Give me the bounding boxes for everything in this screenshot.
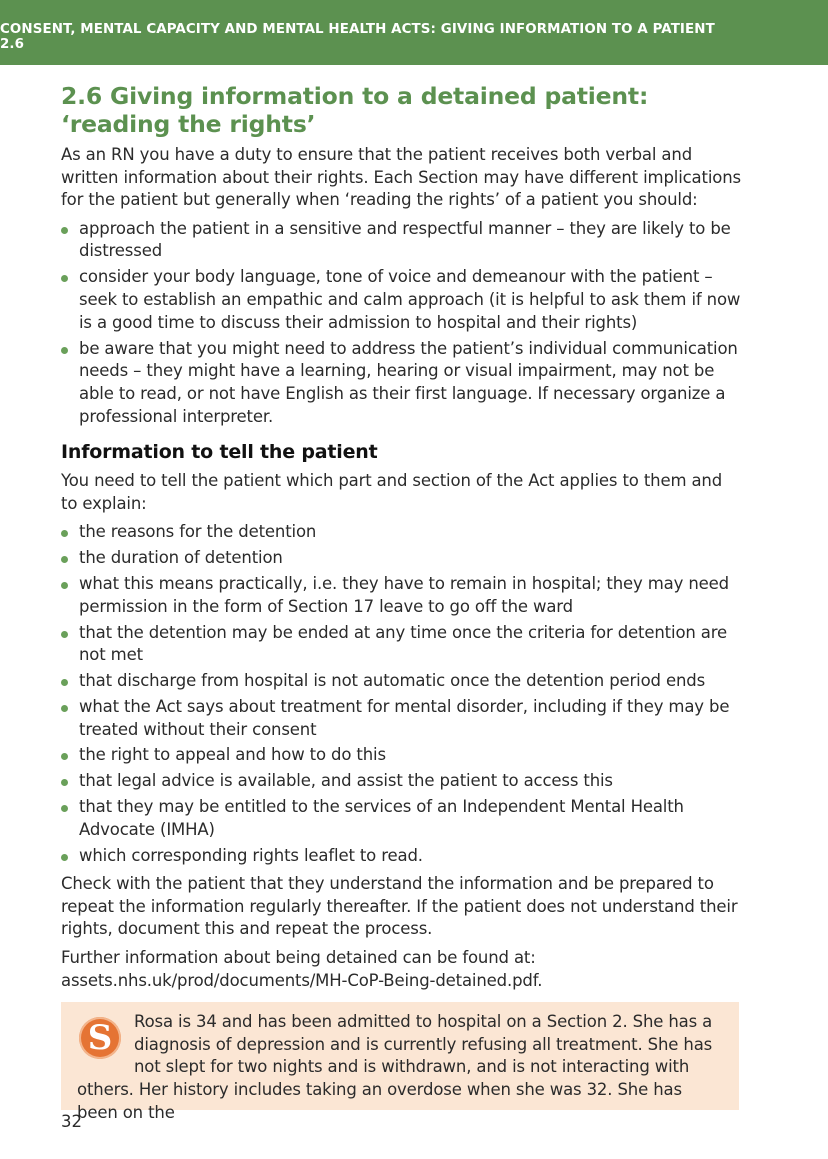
list-item: the duration of detention — [61, 547, 741, 570]
list-item: that they may be entitled to the services of an Independent Mental Health Advocate (IMHA) — [61, 796, 741, 841]
case-study-box — [61, 1002, 739, 1122]
list-item: approach the patient in a sensitive and respectful manner – they are likely to be distressed — [61, 218, 741, 263]
bullet-icon — [61, 705, 68, 712]
bullet-icon — [61, 227, 68, 234]
running-title: CONSENT, MENTAL CAPACITY AND MENTAL HEALTH ACTS: GIVING INFORMATION TO A PATIENT 2.6 — [0, 21, 715, 52]
bullet-icon — [61, 854, 68, 861]
bullet-icon — [61, 779, 68, 786]
check-paragraph: Check with the patient that they understand the information and be prepared to repeat the information regularly thereafter. If the patient does not understand their rights, document this and repeat the process. — [61, 874, 738, 939]
scenario-s-icon — [79, 1017, 121, 1059]
section-title: 2.6 Giving information to a detained patient: ‘reading the rights’ — [61, 82, 649, 138]
list-item: which corresponding rights leaflet to read. — [61, 845, 741, 868]
running-header — [0, 0, 828, 65]
list-item: consider your body language, tone of voice and demeanour with the patient – seek to establish an empathic and calm approach (it is helpful to ask them if now is a good time to discuss their admission to hospital and their rights) — [61, 266, 741, 334]
information-bullet-list — [61, 521, 741, 867]
bullet-icon — [61, 530, 68, 537]
page-content — [61, 82, 741, 1122]
list-item: that the detention may be ended at any time once the criteria for detention are not met — [61, 622, 741, 667]
case-study-text: Rosa is 34 and has been admitted to hospital on a Section 2. She has a diagnosis of depression and is currently refusing all treatment. She has not slept for two nights and is withdrawn, and is not interacting with others. Her history includes taking an overdose when she was 32. She has been on the — [77, 1012, 713, 1122]
scenario-icon-letter: S — [87, 1018, 113, 1059]
rights-bullet-list — [61, 218, 741, 428]
list-item: be aware that you might need to address the patient’s individual communication needs – they might have a learning, hearing or visual impairment, may not be able to read, or not have English as their first language. If necessary organize a professional interpreter. — [61, 338, 741, 428]
bullet-icon — [61, 805, 68, 812]
list-item: what this means practically, i.e. they have to remain in hospital; they may need permission in the form of Section 17 leave to go off the ward — [61, 573, 741, 618]
list-item: what the Act says about treatment for mental disorder, including if they may be treated without their consent — [61, 696, 741, 741]
list-item: the right to appeal and how to do this — [61, 744, 741, 767]
bullet-icon — [61, 582, 68, 589]
list-item: that discharge from hospital is not automatic once the detention period ends — [61, 670, 741, 693]
further-info-paragraph: Further information about being detained can be found at: assets.nhs.uk/prod/documents/MH-CoP-Being-detained.pdf. — [61, 948, 543, 990]
bullet-icon — [61, 556, 68, 563]
bullet-icon — [61, 679, 68, 686]
section-intro: As an RN you have a duty to ensure that the patient receives both verbal and written information about their rights. Each Section may have different implications for the patient but generally when ‘reading the rights’ of a patient you should: — [61, 145, 741, 210]
bullet-icon — [61, 347, 68, 354]
bullet-icon — [61, 275, 68, 282]
list-item: the reasons for the detention — [61, 521, 741, 544]
subsection-heading: Information to tell the patient — [61, 441, 378, 464]
bullet-icon — [61, 753, 68, 760]
list-item: that legal advice is available, and assist the patient to access this — [61, 770, 741, 793]
subsection-intro: You need to tell the patient which part and section of the Act applies to them and to explain: — [61, 471, 723, 513]
page-number: 32 — [61, 1112, 82, 1131]
bullet-icon — [61, 631, 68, 638]
